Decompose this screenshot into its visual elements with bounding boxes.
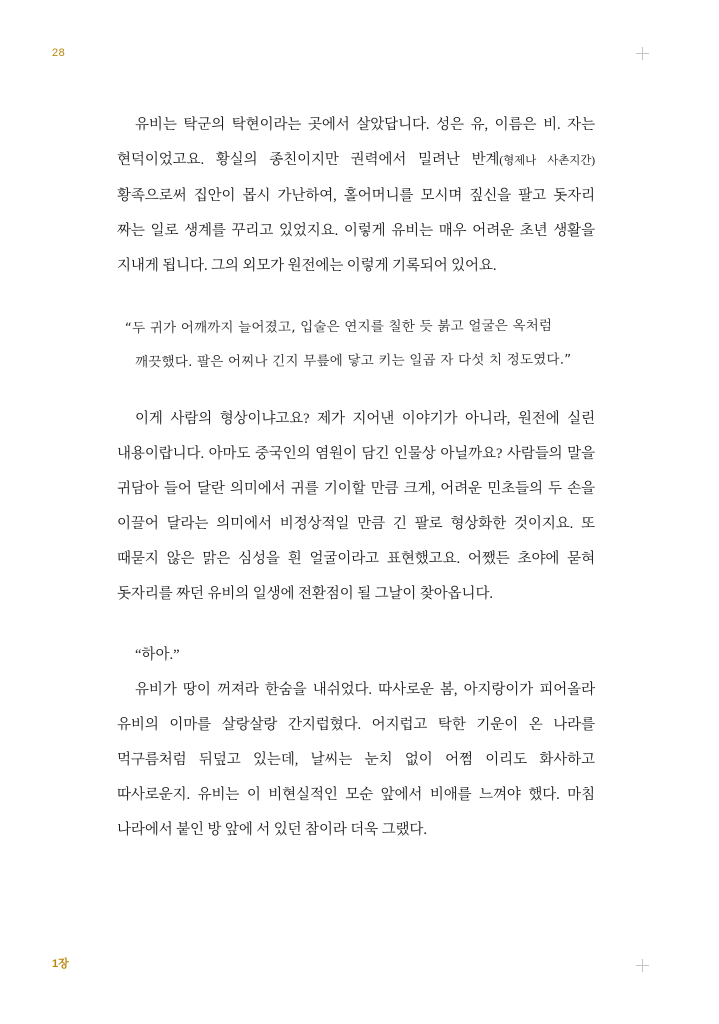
dialogue-line: “하아.” <box>135 647 180 663</box>
paragraph-1-continued: 황족으로써 집안이 몹시 가난하여, 홀어머니를 모시며 짚신을 팔고 돗자리 짜는 일로 생계를 꾸리고 있었지요. 이렇게 유비는 매우 어려운 초년 생활을 지내게 됩니다. 그의 외모가 원전에는 이렇게 기록되어 있어요. <box>117 188 595 274</box>
paragraph-1-note: (형제나 사촌지간) <box>499 155 595 167</box>
crosshair-mark-icon <box>636 47 649 60</box>
chapter-label: 1장 <box>52 958 69 970</box>
paragraph-2: 이게 사람의 형상이냐고요? 제가 지어낸 이야기가 아니라, 원전에 실린 내용이랍니다. 아마도 중국인의 염원이 담긴 인물상 아닐까요? 사람들의 말을 귀담아 들어 달란 의미에서 귀를 기이할 만큼 크게, 어려운 민초들의 두 손을 이끌어 달라는 의미에서 비정상적일 만큼 긴 팔로 형상화한 것이지요. 또 때묻지 않은 맑은 심성을 흰 얼굴이라고 표현했고요. 어쨌든 초야에 묻혀 돗자리를 짜던 유비의 일생에 전환점이 될 그날이 찾아옵니다. <box>117 411 595 602</box>
paragraph-1 <box>117 108 595 284</box>
crosshair-mark-icon <box>636 959 649 972</box>
paragraph-3: 유비가 땅이 꺼져라 한숨을 내쉬었다. 따사로운 봄, 아지랑이가 피어올라 유비의 이마를 살랑살랑 간지럽혔다. 어지럽고 탁한 기운이 온 나라를 먹구름처럼 뒤덮고 있는데, 날씨는 눈치 없이 어쩜 이리도 화사하고 따사로운지. 유비는 이 비현실적인 모순 앞에서 비애를 느껴야 했다. 마침 나라에서 붙인 방 앞에 서 있던 참이라 더욱 그랬다. <box>117 682 595 838</box>
quote-line-2: 깨끗했다. 팔은 어찌나 긴지 무릎에 닿고 키는 일곱 자 다섯 치 정도였다.” <box>135 351 572 371</box>
quote-line-1: “두 귀가 어깨까지 늘어졌고, 입술은 연지를 칠한 듯 붉고 얼굴은 옥처럼 <box>124 317 553 337</box>
page-number-top: 28 <box>52 47 66 59</box>
paragraph-1-text: 유비는 탁군의 탁현이라는 곳에서 살았답니다. 성은 유, 이름은 비. 자는 현덕이었고요. 황실의 종친이지만 권력에서 밀려난 반계 <box>117 117 595 168</box>
page-content <box>117 108 595 848</box>
handwritten-quote <box>117 309 595 380</box>
